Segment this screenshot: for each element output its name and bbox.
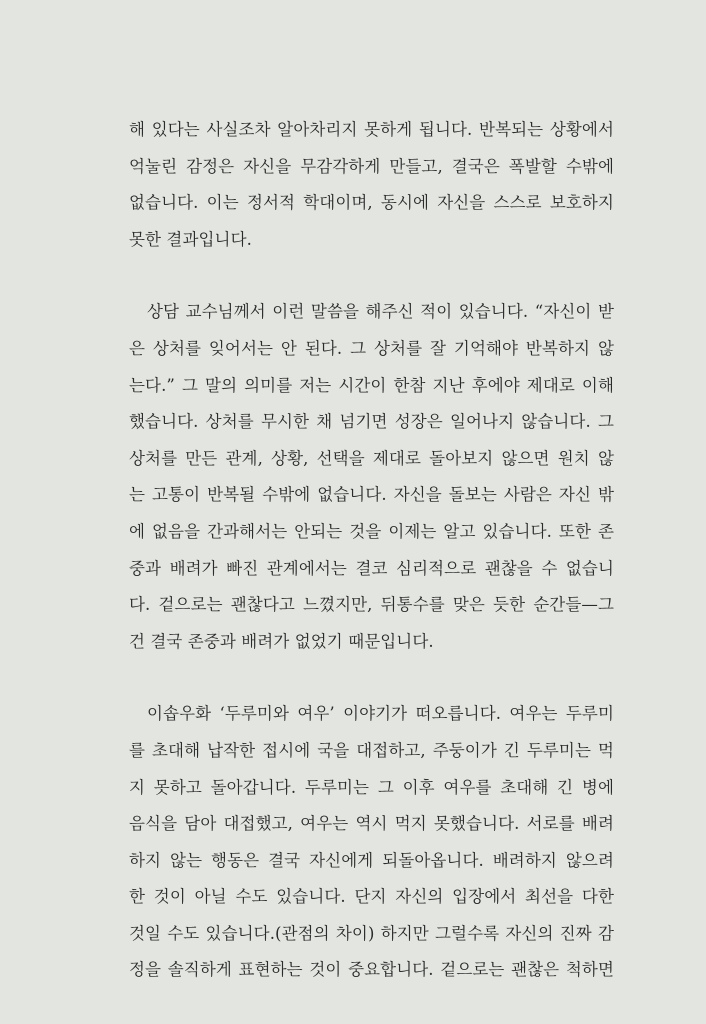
text-line: 중과 배려가 빠진 관계에서는 결코 심리적으로 괜찮을 수 없습니 <box>129 558 614 578</box>
text-line: 음식을 담아 대접했고, 여우는 역시 먹지 못했습니다. 서로를 배려 <box>129 814 614 834</box>
text-line: 는다.” 그 말의 의미를 저는 시간이 한참 지난 후에야 제대로 이해 <box>129 375 614 395</box>
text-line: 정을 솔직하게 표현하는 것이 중요합니다. 겉으로는 괜찮은 척하면 <box>129 960 614 980</box>
text-line: 다. 겉으로는 괜찮다고 느꼈지만, 뒤통수를 맞은 듯한 순간들—그 <box>129 595 614 615</box>
text-line: 지 못하고 돌아갑니다. 두루미는 그 이후 여우를 초대해 긴 병에 <box>129 777 614 797</box>
paragraph-1 <box>129 112 614 258</box>
text-line: 는 고통이 반복될 수밖에 없습니다. 자신을 돌보는 사람은 자신 밖 <box>129 485 614 505</box>
text-line: 했습니다. 상처를 무시한 채 넘기면 성장은 일어나지 않습니다. 그 <box>129 412 614 432</box>
text-line: 이솝우화 ‘두루미와 여우’ 이야기가 떠오릅니다. 여우는 두루미 <box>147 704 614 724</box>
text-line: 를 초대해 납작한 접시에 국을 대접하고, 주둥이가 긴 두루미는 먹 <box>129 740 614 760</box>
text-line: 억눌린 감정은 자신을 무감각하게 만들고, 결국은 폭발할 수밖에 <box>129 156 614 176</box>
text-line: 못한 결과입니다. <box>129 229 252 249</box>
text-line: 없습니다. 이는 정서적 학대이며, 동시에 자신을 스스로 보호하지 <box>129 193 614 213</box>
paragraph-2 <box>129 294 614 660</box>
text-line: 한 것이 아닐 수도 있습니다. 단지 자신의 입장에서 최선을 다한 <box>129 887 614 907</box>
text-line: 은 상처를 잊어서는 안 된다. 그 상처를 잘 기억해야 반복하지 않 <box>129 338 614 358</box>
text-line: 상담 교수님께서 이런 말씀을 해주신 적이 있습니다. “자신이 받 <box>147 302 614 322</box>
text-line: 에 없음을 간과해서는 안되는 것을 이제는 알고 있습니다. 또한 존 <box>129 521 614 541</box>
text-line: 하지 않는 행동은 결국 자신에게 되돌아옵니다. 배려하지 않으려 <box>129 850 614 870</box>
text-line: 해 있다는 사실조차 알아차리지 못하게 됩니다. 반복되는 상황에서 <box>129 120 614 139</box>
text-line: 건 결국 존중과 배려가 없었기 때문입니다. <box>129 631 434 651</box>
paragraph-3 <box>129 696 614 989</box>
text-line: 상처를 만든 관계, 상황, 선택을 제대로 돌아보지 않으면 원치 않 <box>129 448 614 468</box>
text-line: 것일 수도 있습니다.(관점의 차이) 하지만 그럴수록 자신의 진짜 감 <box>129 923 614 943</box>
